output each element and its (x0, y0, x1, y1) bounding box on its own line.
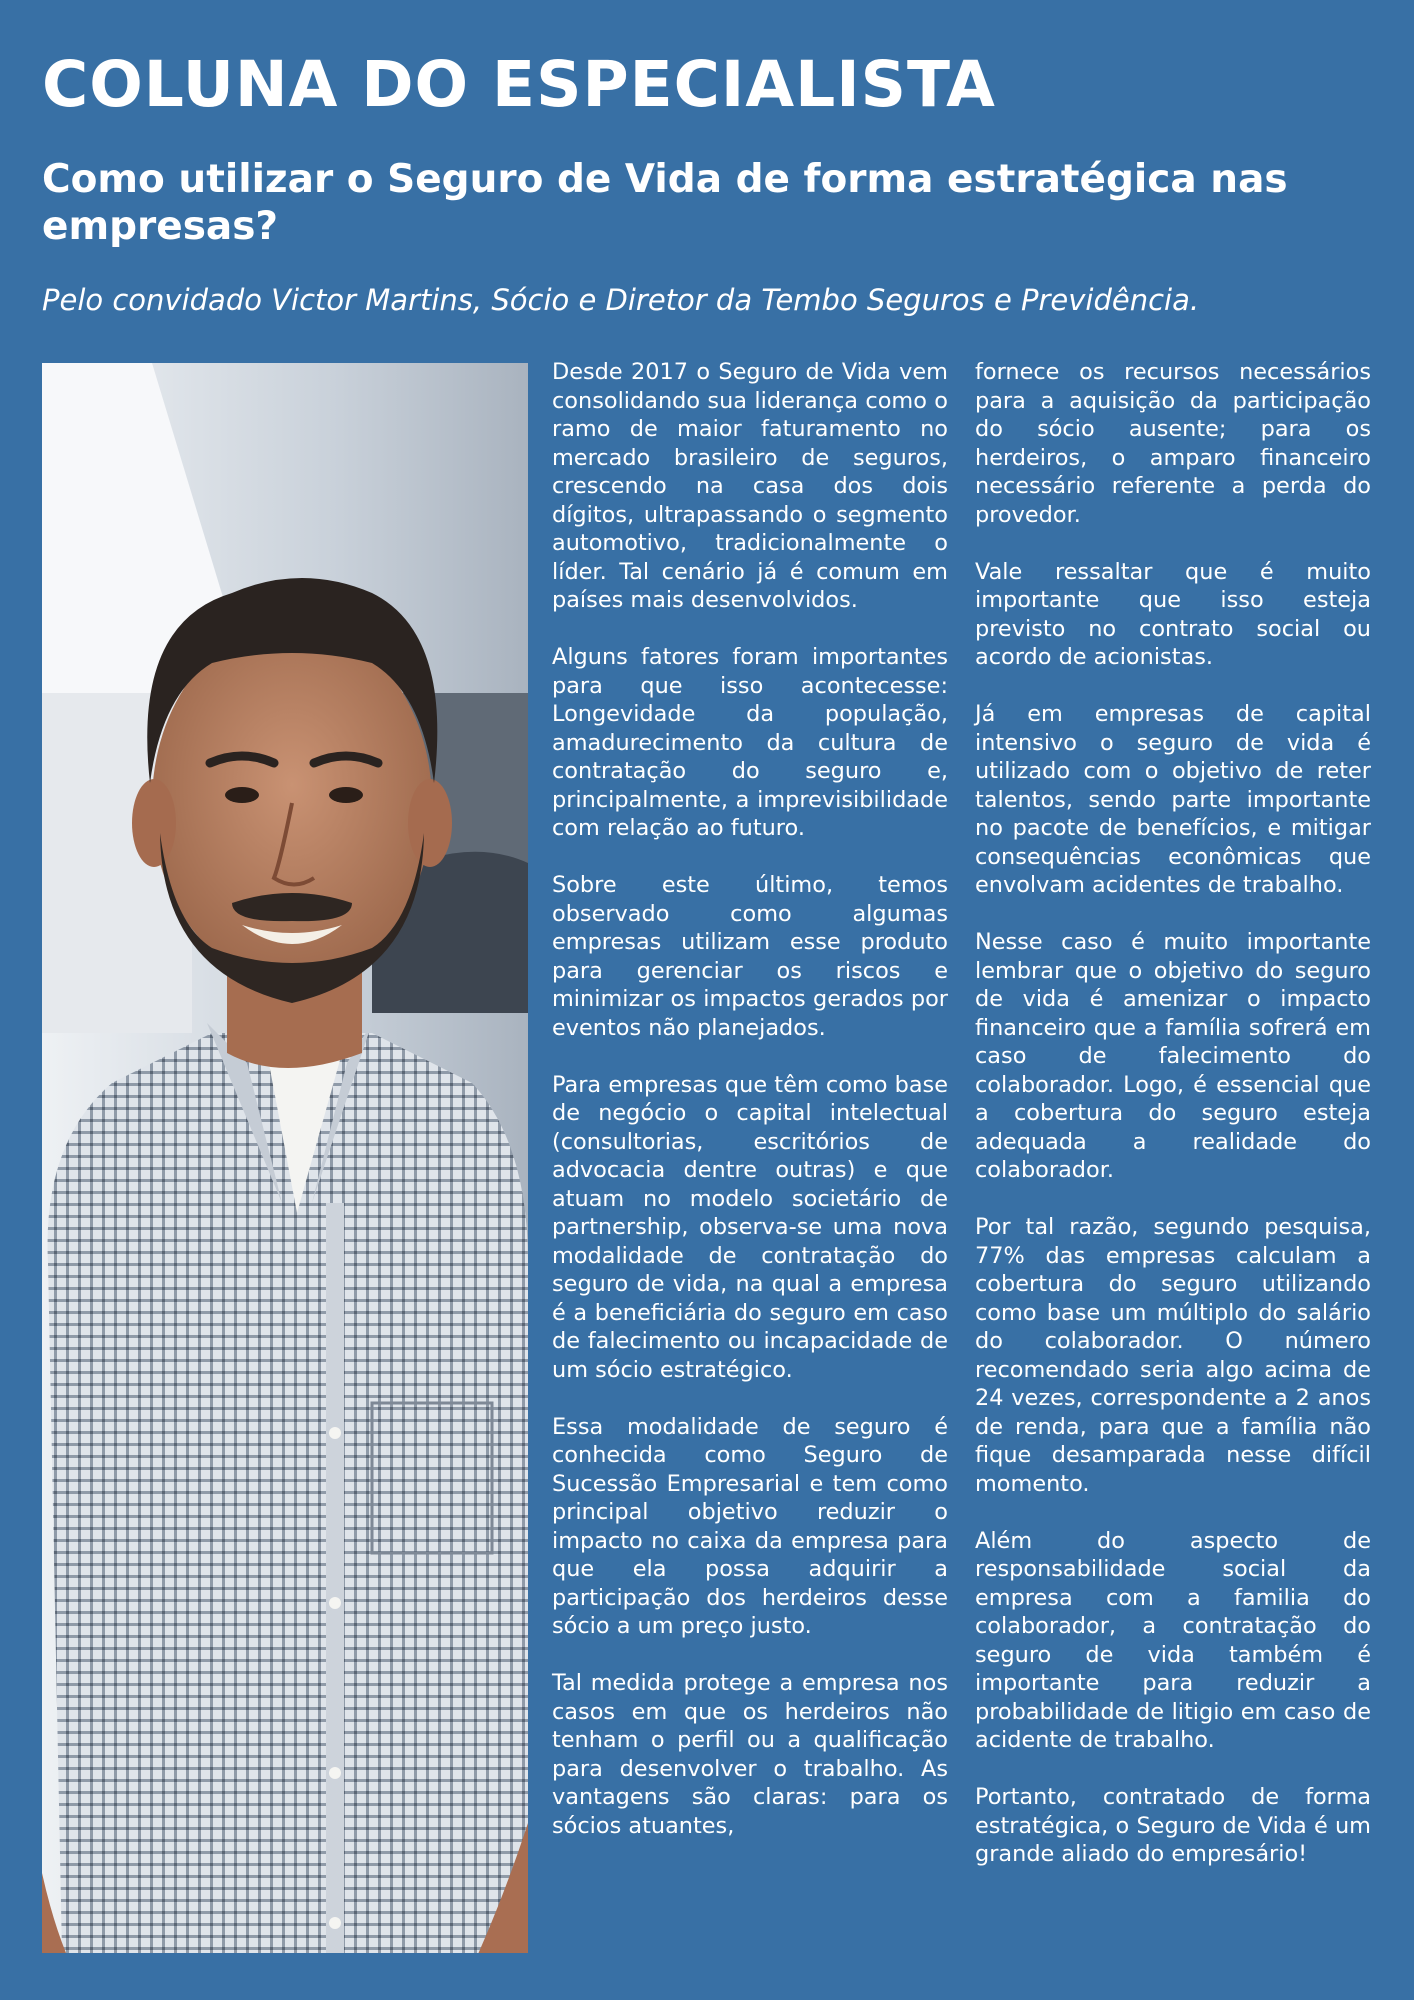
article-paragraph: Já em empresas de capital intensivo o seguro de vida é utilizado com o objetivo de reter talentos, sendo parte importante no pacote de benefícios, e mitigar consequências econômicas que envolvam acidentes de trabalho. (975, 701, 1371, 898)
article-paragraph: Vale ressaltar que é muito importante que isso esteja previsto no contrato social ou acordo de acionistas. (975, 558, 1371, 670)
article-column-1 (552, 358, 948, 1840)
article-paragraph: Alguns fatores foram importantes para que isso acontecesse: Longevidade da população, amadurecimento da cultura de contratação do seguro e, principalmente, a imprevisibilidade com relação ao futuro. (552, 644, 948, 841)
article-paragraph: Portanto, contratado de forma estratégica, o Seguro de Vida é um grande aliado do empresário! (975, 1784, 1371, 1867)
article-paragraph: Por tal razão, segundo pesquisa, 77% das empresas calculam a cobertura do seguro utilizando como base um múltiplo do salário do colaborador. O número recomendado seria algo acima de 24 vezes, correspondente a 2 anos de renda, para que a família não fique desamparada nesse difícil momento. (975, 1214, 1371, 1497)
article-column-2 (975, 358, 1371, 1869)
article-paragraph: Tal medida protege a empresa nos casos em que os herdeiros não tenham o perfil ou a qualificação para desenvolver o trabalho. As vantagens são claras: para os sócios atuantes, (552, 1670, 948, 1839)
author-photo (42, 363, 528, 1953)
article-paragraph: Nesse caso é muito importante lembrar que o objetivo do seguro de vida é amenizar o impacto financeiro que a família sofrerá em caso de falecimento do colaborador. Logo, é essencial que a cobertura do seguro esteja adequada a realidade do colaborador. (975, 929, 1371, 1183)
article-byline: Pelo convidado Victor Martins, Sócio e Diretor da Tembo Seguros e Previdência. (42, 283, 1200, 317)
article-paragraph: Para empresas que têm como base de negócio o capital intelectual (consultorias, escritórios de advocacia dentre outras) e que atuam no modelo societário de partnership, observa-se uma nova modalidade de contratação do seguro de vida, na qual a empresa é a beneficiária do seguro em caso de falecimento ou incapacidade de um sócio estratégico. (552, 1071, 948, 1383)
article-headline: Como utilizar o Seguro de Vida de forma estratégica nas empresas? (42, 157, 1288, 249)
article-paragraph: fornece os recursos necessários para a aquisição da participação do sócio ausente; para os herdeiros, o amparo financeiro necessário referente a perda do provedor. (975, 359, 1371, 528)
article-paragraph: Desde 2017 o Seguro de Vida vem consolidando sua liderança como o ramo de maior faturamento no mercado brasileiro de seguros, crescendo na casa dos dois dígitos, ultrapassando o segmento automotivo, tradicionalmente o líder. Tal cenário já é comum em países mais desenvolvidos. (552, 359, 948, 613)
article-paragraph: Além do aspecto de responsabilidade social da empresa com a familia do colaborador, a contratação do seguro de vida também é importante para reduzir a probabilidade de litigio em caso de acidente de trabalho. (975, 1527, 1371, 1753)
section-title: COLUNA DO ESPECIALISTA (42, 48, 996, 121)
article-paragraph: Sobre este último, temos observado como algumas empresas utilizam esse produto para gerenciar os riscos e minimizar os impactos gerados por eventos não planejados. (552, 872, 948, 1041)
article-paragraph: Essa modalidade de seguro é conhecida como Seguro de Sucessão Empresarial e tem como principal objetivo reduzir o impacto no caixa da empresa para que ela possa adquirir a participação dos herdeiros desse sócio a um preço justo. (552, 1413, 948, 1639)
